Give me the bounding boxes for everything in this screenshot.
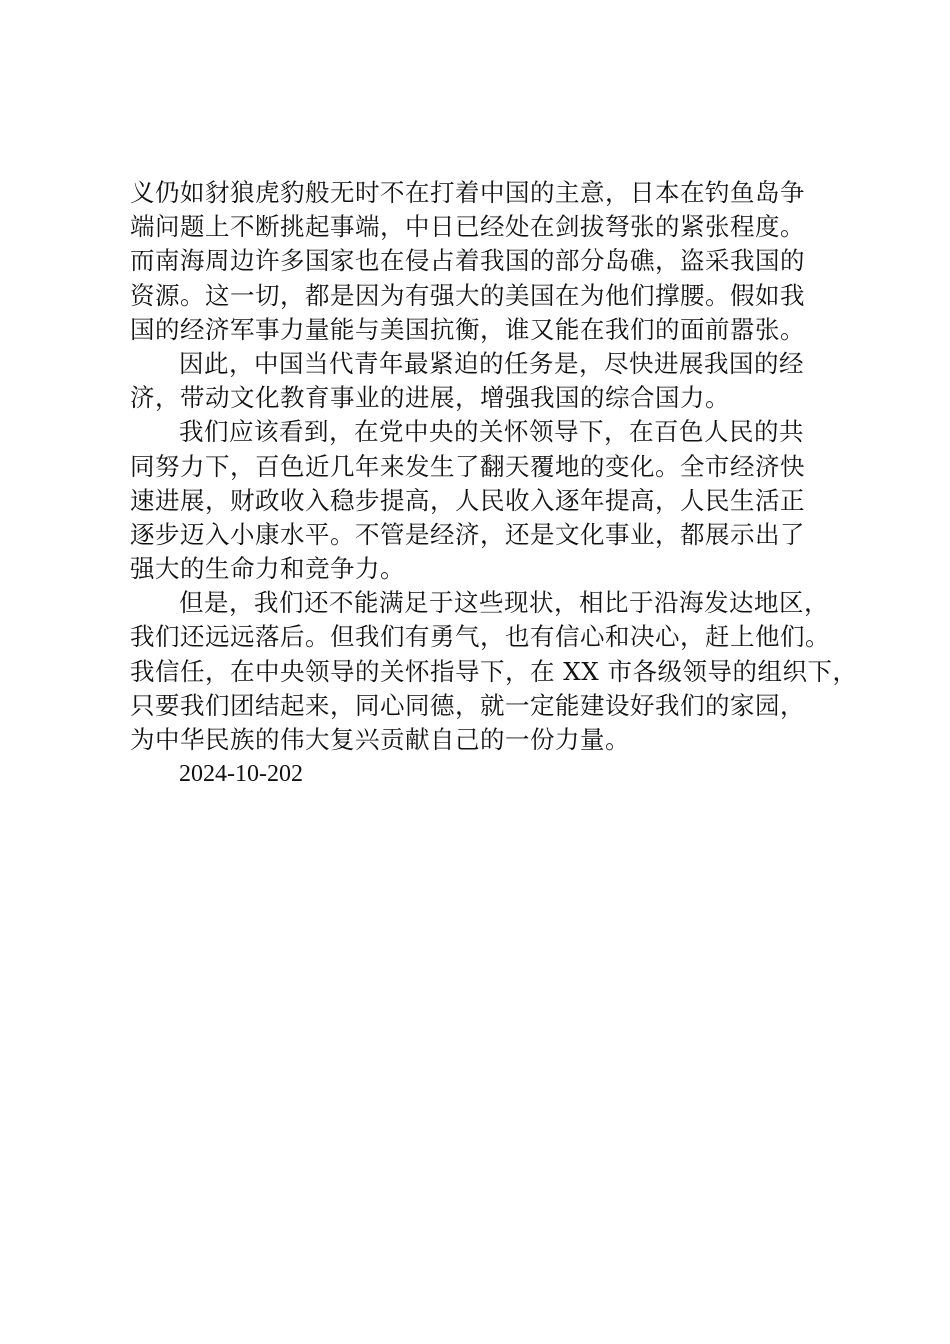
paragraph-line: 速进展，财政收入稳步提高，人民收入逐年提高，人民生活正	[130, 485, 805, 515]
document-body	[130, 176, 858, 791]
paragraph-line: 而南海周边许多国家也在侵占着我国的部分岛礁，盗采我国的	[130, 246, 805, 276]
paragraph-4	[130, 586, 858, 757]
document-date: 2024-10-202	[179, 761, 303, 788]
paragraph-first-line: 但是，我们还不能满足于这些现状，相比于沿海发达地区，	[179, 588, 829, 618]
paragraph-line: 逐步迈入小康水平。不管是经济，还是文化事业，都展示出了	[130, 519, 805, 549]
paragraph-1	[130, 176, 830, 347]
paragraph-line: 强大的生命力和竞争力。	[130, 554, 405, 584]
paragraph-first-line: 因此，中国当代青年最紧迫的任务是，尽快进展我国的经	[179, 348, 804, 378]
paragraph-3	[130, 415, 830, 586]
paragraph-line: 济，带动文化教育事业的进展，增强我国的综合国力。	[130, 383, 730, 413]
paragraph-line: 资源。这一切，都是因为有强大的美国在为他们撑腰。假如我	[130, 280, 805, 310]
paragraph-line: 端问题上不断挑起事端，中日已经处在剑拔弩张的紧张程度。	[130, 212, 805, 242]
paragraph-line: 义仍如豺狼虎豹般无时不在打着中国的主意，日本在钓鱼岛争	[130, 178, 805, 207]
paragraph-line: 只要我们团结起来，同心同德，就一定能建设好我们的家园，	[130, 690, 805, 720]
paragraph-line: 我们还远远落后。但我们有勇气，也有信心和决心，赶上他们。	[130, 622, 830, 652]
paragraph-line: 我信任，在中央领导的关怀指导下，在 XX 市各级领导的组织下，	[130, 656, 858, 686]
paragraph-line: 同努力下，百色近几年来发生了翻天覆地的变化。全市经济快	[130, 451, 805, 481]
paragraph-line: 为中华民族的伟大复兴贡献自己的一份力量。	[130, 725, 630, 754]
paragraph-2	[130, 347, 830, 415]
paragraph-first-line: 我们应该看到，在党中央的关怀领导下，在百色人民的共	[179, 417, 804, 447]
paragraph-line: 国的经济军事力量能与美国抗衡，谁又能在我们的面前嚣张。	[130, 314, 805, 344]
